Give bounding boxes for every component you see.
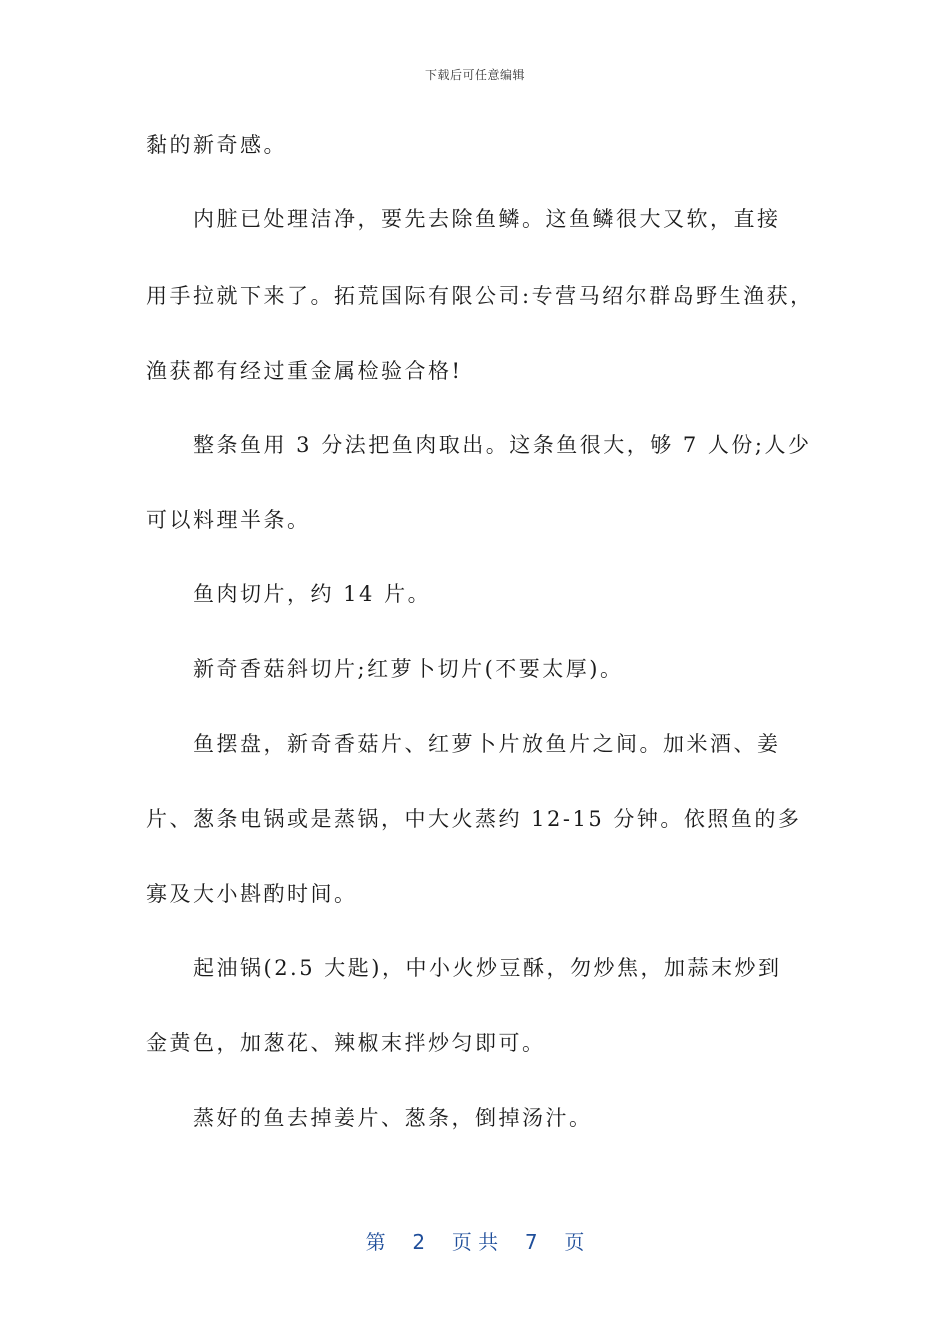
page-suffix: 页: [564, 1230, 585, 1254]
text-line: 内脏已处理洁净，要先去除鱼鳞。这鱼鳞很大又软，直接: [193, 207, 781, 231]
page-prefix: 第: [365, 1230, 386, 1254]
text-line: 新奇香菇斜切片;红萝卜切片(不要太厚)。: [193, 657, 624, 681]
text-line: 蒸好的鱼去掉姜片、葱条，倒掉汤汁。: [193, 1106, 593, 1130]
text-line: 片、葱条电锅或是蒸锅，中大火蒸约 12-15 分钟。依照鱼的多: [146, 807, 802, 831]
page-number-footer: [0, 1226, 950, 1255]
header-note: 下载后可任意编辑: [424, 68, 525, 82]
text-line: 黏的新奇感。: [146, 133, 287, 157]
text-line: 用手拉就下来了。拓荒国际有限公司:专营马绍尔群岛野生渔获，: [146, 284, 814, 308]
text-line: 寡及大小斟酌时间。: [146, 882, 358, 906]
text-line: 起油锅(2.5 大匙)，中小火炒豆酥，勿炒焦，加蒜末炒到: [193, 956, 782, 980]
text-line: 整条鱼用 3 分法把鱼肉取出。这条鱼很大，够 7 人份;人少: [193, 433, 812, 457]
page-total: 7: [524, 1230, 538, 1254]
page-current: 2: [412, 1230, 426, 1254]
text-line: 可以料理半条。: [146, 508, 311, 532]
text-line: 鱼摆盘，新奇香菇片、红萝卜片放鱼片之间。加米酒、姜: [193, 732, 781, 756]
text-line: 金黄色，加葱花、辣椒末拌炒匀即可。: [146, 1031, 546, 1055]
page-mid: 页 共: [451, 1230, 499, 1254]
text-line: 渔获都有经过重金属检验合格!: [146, 359, 463, 383]
text-line: 鱼肉切片，约 14 片。: [193, 582, 432, 606]
